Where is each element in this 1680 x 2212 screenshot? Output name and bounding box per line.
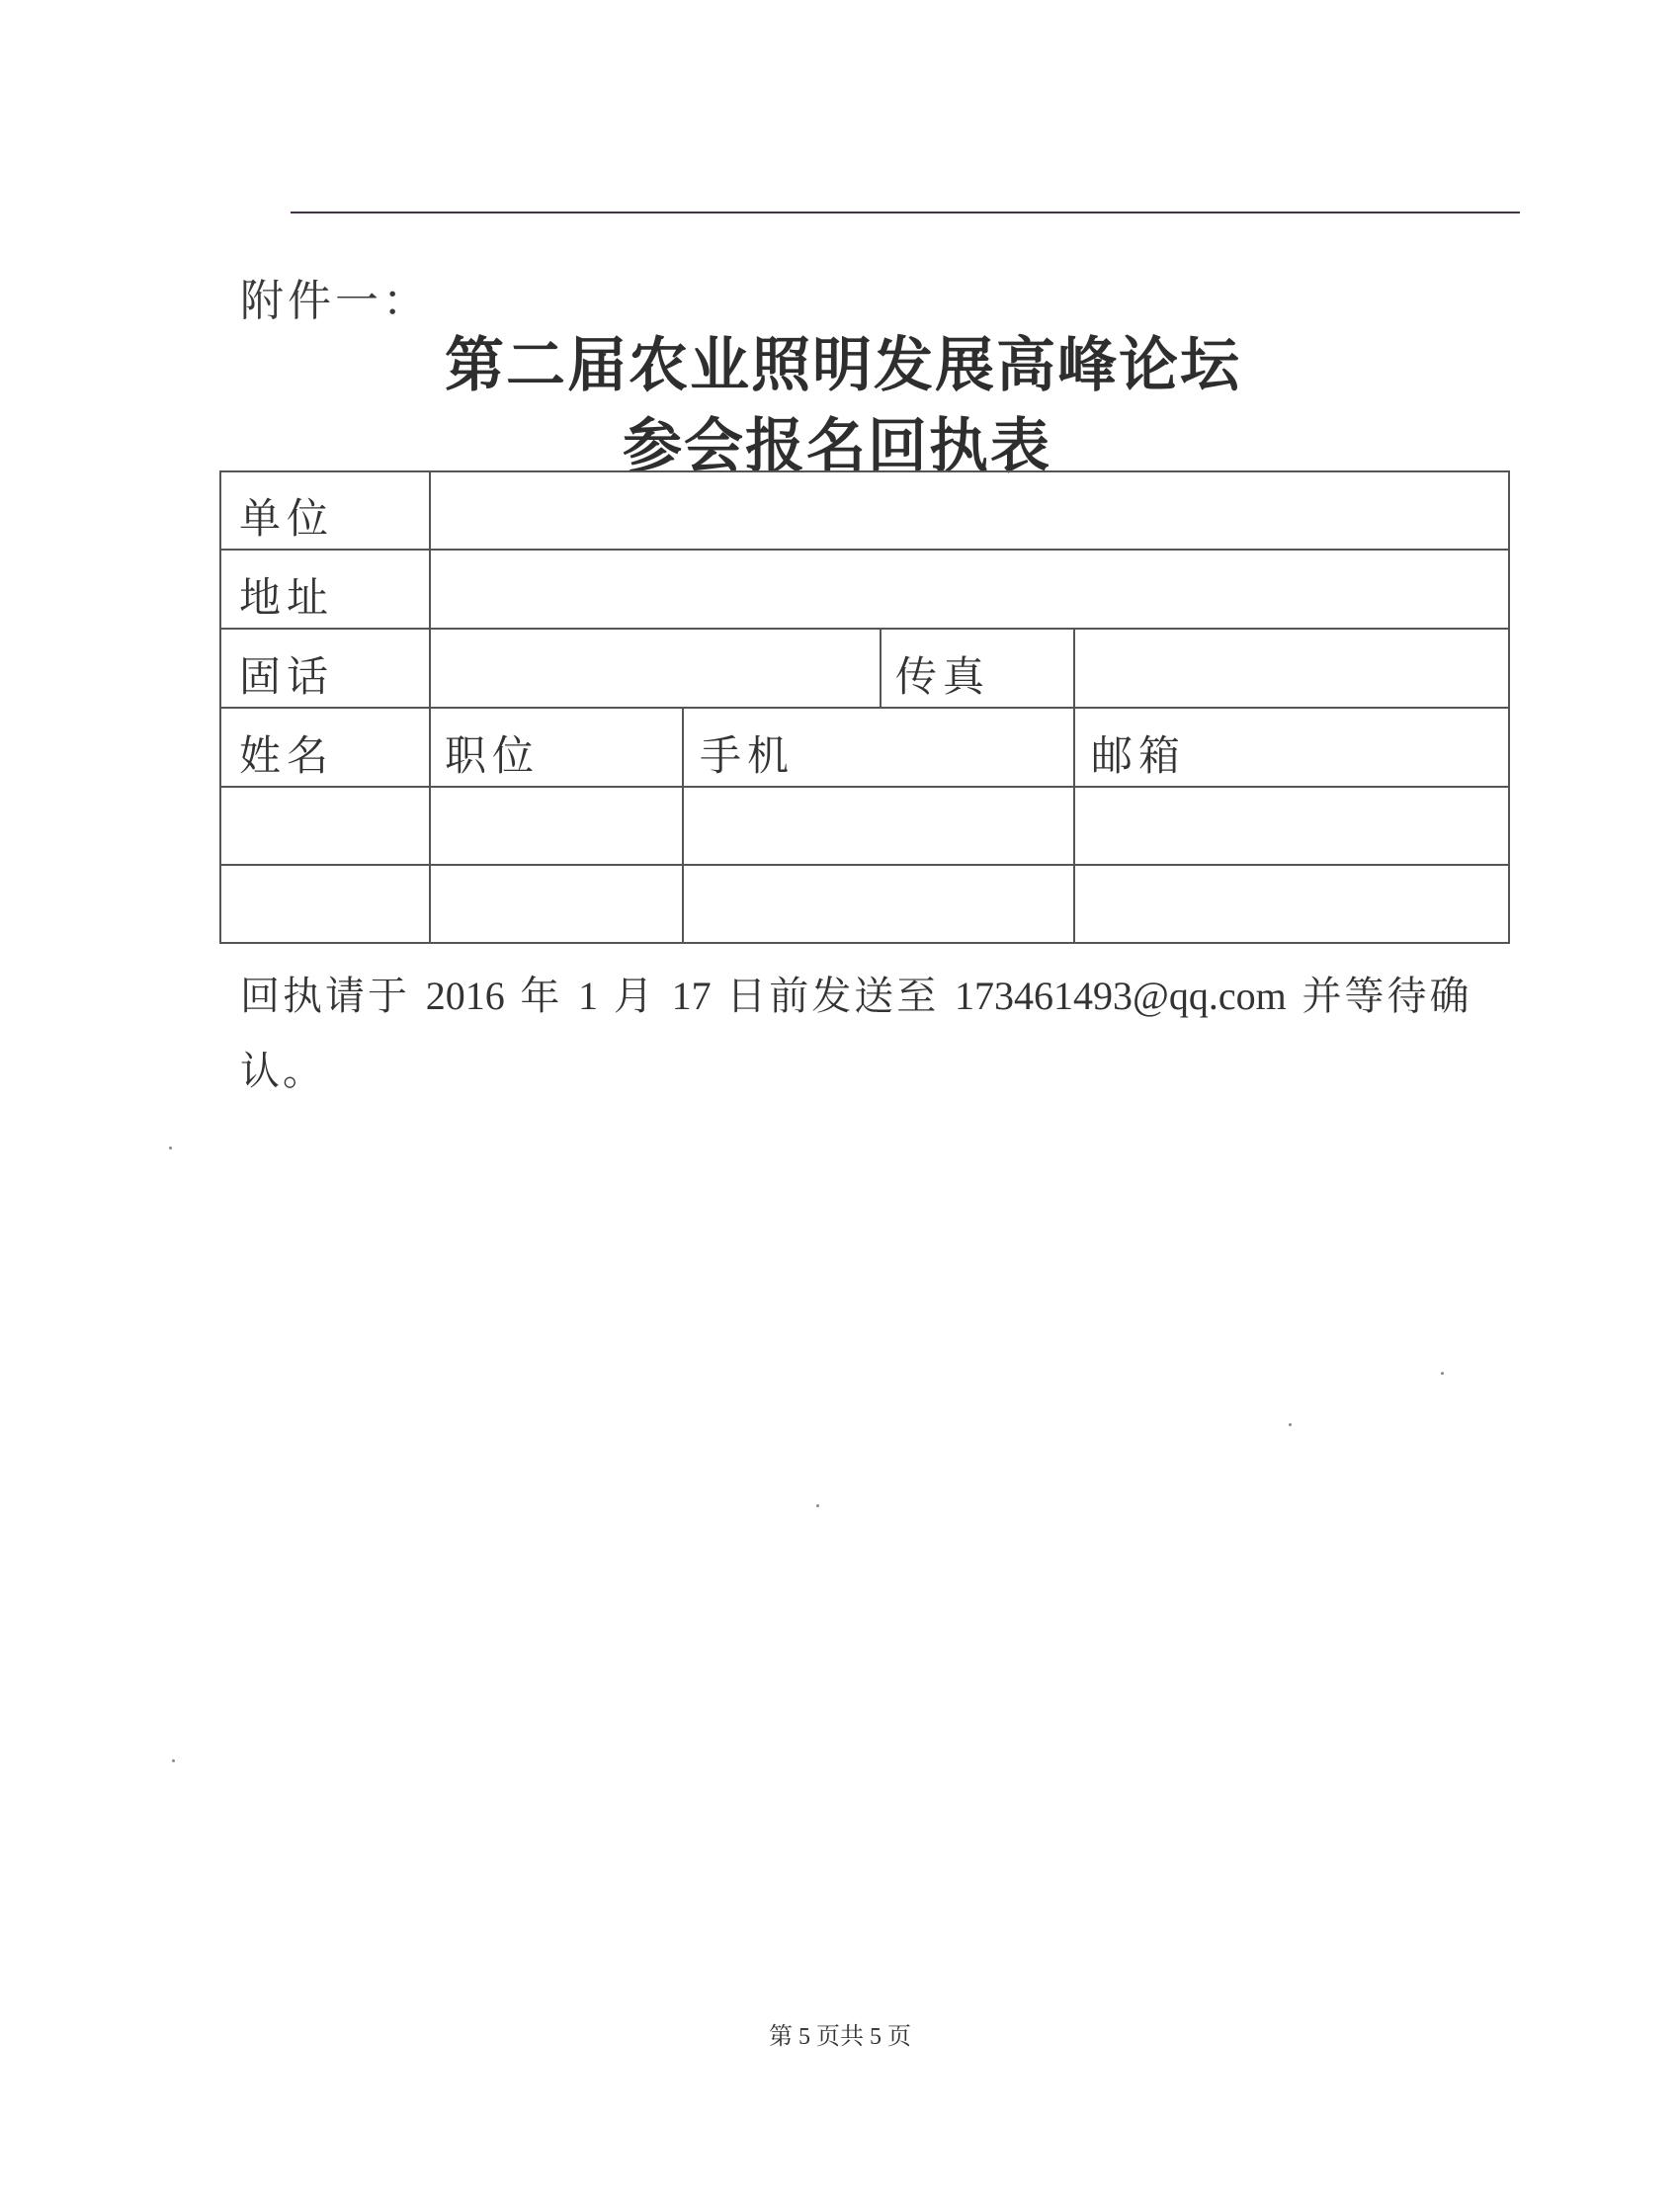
table-row-divider <box>219 864 1510 866</box>
table-col-divider <box>1073 628 1075 943</box>
column-header-position: 职位 <box>445 731 541 780</box>
table-row-divider <box>219 628 1510 630</box>
header-rule <box>291 212 1520 213</box>
table-col-divider <box>429 470 431 943</box>
table-border-left <box>219 470 221 943</box>
column-header-name: 姓名 <box>239 731 335 780</box>
form-title: 第二届农业照明发展高峰论坛 <box>445 331 1241 400</box>
table-row-divider <box>219 549 1510 551</box>
table-border-bottom <box>219 942 1510 944</box>
note-day-suffix: 日前发送至 <box>711 974 956 1019</box>
note-year-suffix: 年 <box>504 974 579 1019</box>
note-email: 173461493@qq.com <box>955 974 1287 1018</box>
note-month: 1 <box>578 974 599 1018</box>
scan-speck <box>1441 1372 1444 1375</box>
note-month-suffix: 月 <box>598 974 672 1019</box>
table-border-top <box>219 470 1510 472</box>
table-col-divider <box>682 707 684 943</box>
note-year: 2016 <box>425 974 505 1018</box>
scan-speck <box>816 1504 819 1507</box>
submission-note-continued: 认。 <box>240 1049 325 1094</box>
fax-label: 传真 <box>895 652 991 701</box>
registration-table <box>219 470 1510 943</box>
page-number: 第 5 页共 5 页 <box>769 2024 911 2050</box>
column-header-email: 邮箱 <box>1091 731 1187 780</box>
table-row-divider <box>219 786 1510 788</box>
unit-label: 单位 <box>239 494 335 543</box>
scan-speck <box>172 1759 175 1762</box>
scan-speck <box>1289 1423 1292 1426</box>
column-header-mobile: 手机 <box>700 731 796 780</box>
attachment-label: 附件一： <box>240 276 430 326</box>
note-suffix: 并等待确 <box>1286 974 1472 1019</box>
phone-label: 固话 <box>239 652 335 701</box>
table-border-right <box>1508 470 1510 943</box>
note-day: 17 <box>671 974 712 1018</box>
note-prefix: 回执请于 <box>240 974 426 1019</box>
form-subtitle: 参会报名回执表 <box>623 412 1051 481</box>
table-row-divider <box>219 707 1510 709</box>
submission-note <box>240 965 1471 1021</box>
table-col-divider <box>880 628 882 707</box>
address-label: 地址 <box>239 573 335 622</box>
scan-speck <box>169 1147 172 1149</box>
